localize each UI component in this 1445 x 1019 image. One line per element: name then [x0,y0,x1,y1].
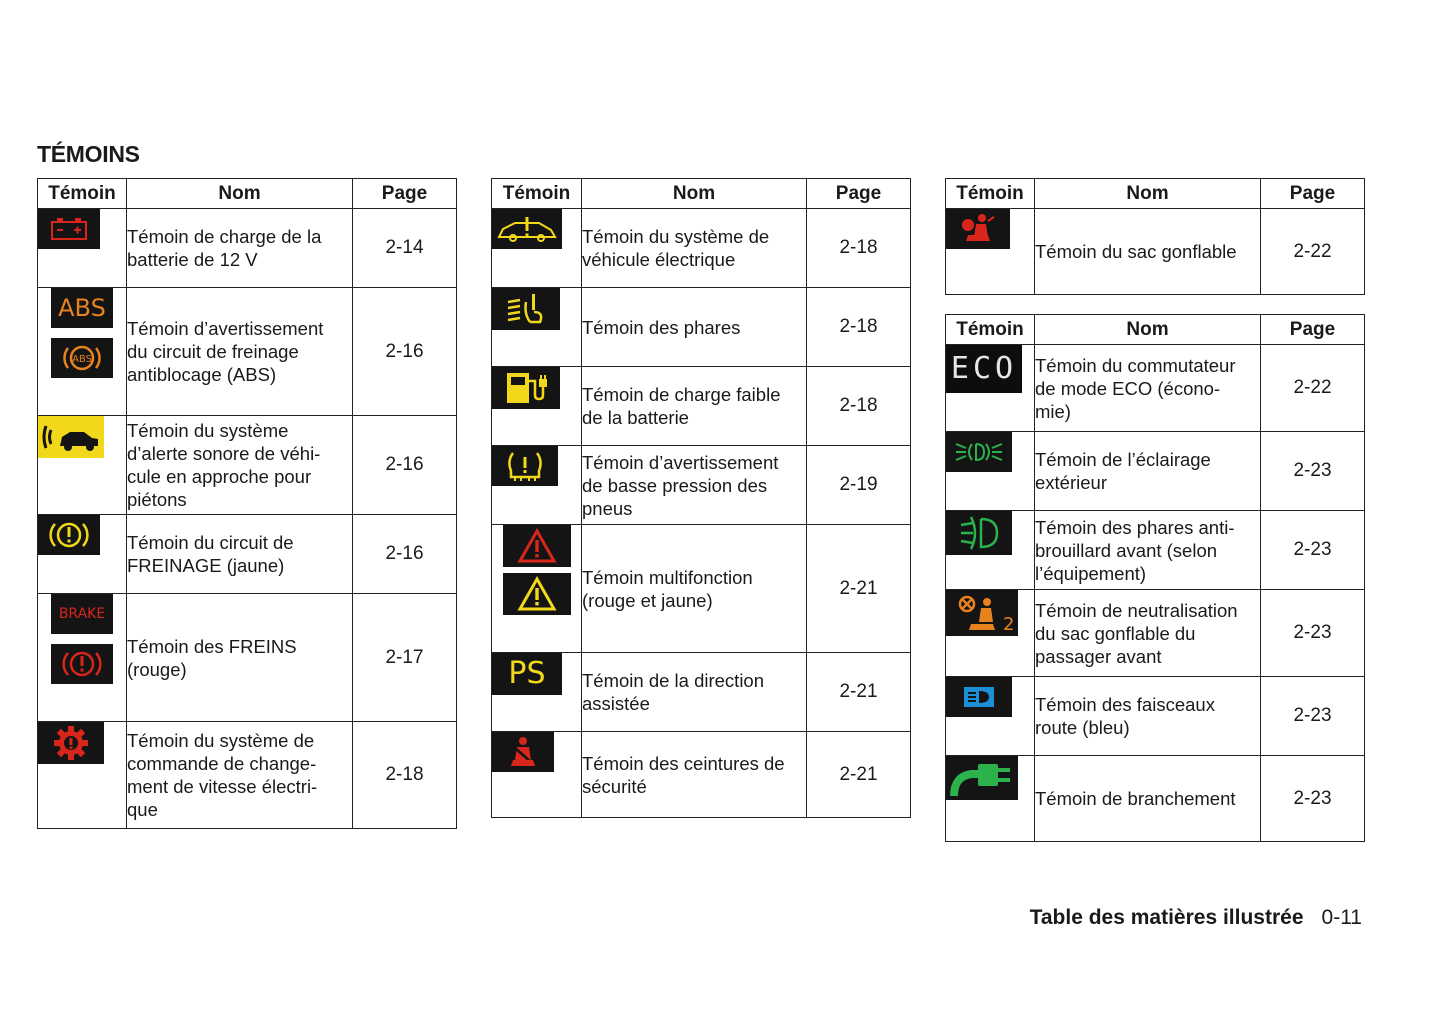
table-row [492,446,911,525]
eco-icon: ECO [946,345,1022,393]
header-temoin: Témoin [492,179,582,209]
table-row [946,590,1365,677]
header-nom: Nom [1035,179,1261,209]
header-nom: Nom [127,179,353,209]
exterior-light-icon [946,432,1012,472]
table-row [946,345,1365,432]
header-page: Page [807,179,911,209]
low-charge-icon [492,367,560,409]
table-row [492,288,911,367]
tire-pressure-icon [492,446,558,486]
section-title: TÉMOINS [37,141,140,167]
master-warning-red-icon [503,525,571,567]
header-temoin: Témoin [946,179,1035,209]
abs-circle-icon [51,338,113,378]
table-row [38,288,457,416]
indicator-page: 2-18 [807,367,911,446]
header-page: Page [353,179,457,209]
indicator-page: 2-17 [353,594,457,722]
indicator-page: 2-23 [1261,677,1365,756]
power-steering-icon: PS [492,653,562,695]
master-warning-yellow-icon [503,573,571,615]
indicator-page: 2-23 [1261,590,1365,677]
indicator-name: Témoin d’avertissement de basse pression des pneus [582,446,807,525]
front-fog-icon [946,511,1012,555]
indicator-name: Témoin de neutralisation du sac gonflable du passager avant [1035,590,1261,677]
indicator-page: 2-19 [807,446,911,525]
indicator-page: 2-16 [353,288,457,416]
pedestrian-sound-car-icon [38,416,104,458]
seatbelt-icon [492,732,554,772]
table-row [946,511,1365,590]
brake-text-icon: BRAKE [51,594,113,634]
indicator-page: 2-14 [353,209,457,288]
header-page: Page [1261,179,1365,209]
indicator-page: 2-18 [807,209,911,288]
plug-in-icon [946,756,1018,800]
headlight-icon [492,288,560,330]
indicator-name: Témoin des ceintures de sécurité [582,732,807,818]
indicator-table-4 [945,314,1365,842]
footer-title: Table des matières illustrée [1029,906,1304,929]
table-row [492,367,911,446]
indicator-page: 2-16 [353,515,457,594]
table-row [492,732,911,818]
indicator-page: 2-21 [807,732,911,818]
battery-icon [38,209,100,249]
indicator-table-3 [945,178,1365,295]
indicator-name: Témoin du système de véhicule électrique [582,209,807,288]
table-row [946,432,1365,511]
table-row [946,677,1365,756]
indicator-name: Témoin du sac gonflable [1035,209,1261,295]
indicator-page: 2-18 [353,722,457,829]
table-row [38,416,457,515]
indicator-name: Témoin du circuit de FREINAGE (jaune) [127,515,353,594]
page-footer [1030,906,1362,930]
indicator-name: Témoin de l’éclairage extérieur [1035,432,1261,511]
table-row [38,722,457,829]
indicator-name: Témoin multifonction (rouge et jaune) [582,525,807,653]
table-row [946,756,1365,842]
indicator-name: Témoin des FREINS (rouge) [127,594,353,722]
indicator-name: Témoin du commutateur de mode ECO (écono- mie) [1035,345,1261,432]
header-temoin: Témoin [38,179,127,209]
table-row [38,209,457,288]
indicator-name: Témoin du système de commande de change- ment de vitesse électri- que [127,722,353,829]
indicator-name: Témoin d’avertissement du circuit de freinage antiblocage (ABS) [127,288,353,416]
indicator-name: Témoin des phares anti- brouillard avant (selon l’équipement) [1035,511,1261,590]
table-row [492,209,911,288]
table-row [492,525,911,653]
header-temoin: Témoin [946,315,1035,345]
indicator-page: 2-23 [1261,432,1365,511]
indicator-page: 2-16 [353,416,457,515]
table-row [38,594,457,722]
indicator-table-2 [491,178,911,818]
indicator-page: 2-18 [807,288,911,367]
indicator-page: 2-23 [1261,511,1365,590]
indicator-name: Témoin de la direction assistée [582,653,807,732]
header-nom: Nom [582,179,807,209]
airbag-icon [946,209,1010,249]
table-row [38,515,457,594]
indicator-name: Témoin du système d’alerte sonore de véhi- cule en approche pour piétons [127,416,353,515]
brake-yellow-icon [38,515,100,555]
indicator-page: 2-21 [807,525,911,653]
indicator-name: Témoin de charge de la batterie de 12 V [127,209,353,288]
indicator-name: Témoin de charge faible de la batterie [582,367,807,446]
page-number: 0-11 [1321,906,1362,929]
svg-text:2: 2 [1003,614,1015,635]
passenger-airbag-off-icon [946,590,1018,636]
indicator-page: 2-22 [1261,209,1365,295]
indicator-page: 2-23 [1261,756,1365,842]
abs-text-icon: ABS [51,288,113,328]
svg-text:ABS: ABS [72,354,92,365]
indicator-table-1 [37,178,457,829]
shift-gear-icon [38,722,104,764]
brake-red-icon [51,644,113,684]
indicator-page: 2-22 [1261,345,1365,432]
ev-system-warning-icon [492,209,562,249]
indicator-name: Témoin de branchement [1035,756,1261,842]
table-row [492,653,911,732]
header-page: Page [1261,315,1365,345]
high-beam-icon [946,677,1012,717]
indicator-name: Témoin des phares [582,288,807,367]
indicator-page: 2-21 [807,653,911,732]
table-row [946,209,1365,295]
header-nom: Nom [1035,315,1261,345]
indicator-name: Témoin des faisceaux route (bleu) [1035,677,1261,756]
